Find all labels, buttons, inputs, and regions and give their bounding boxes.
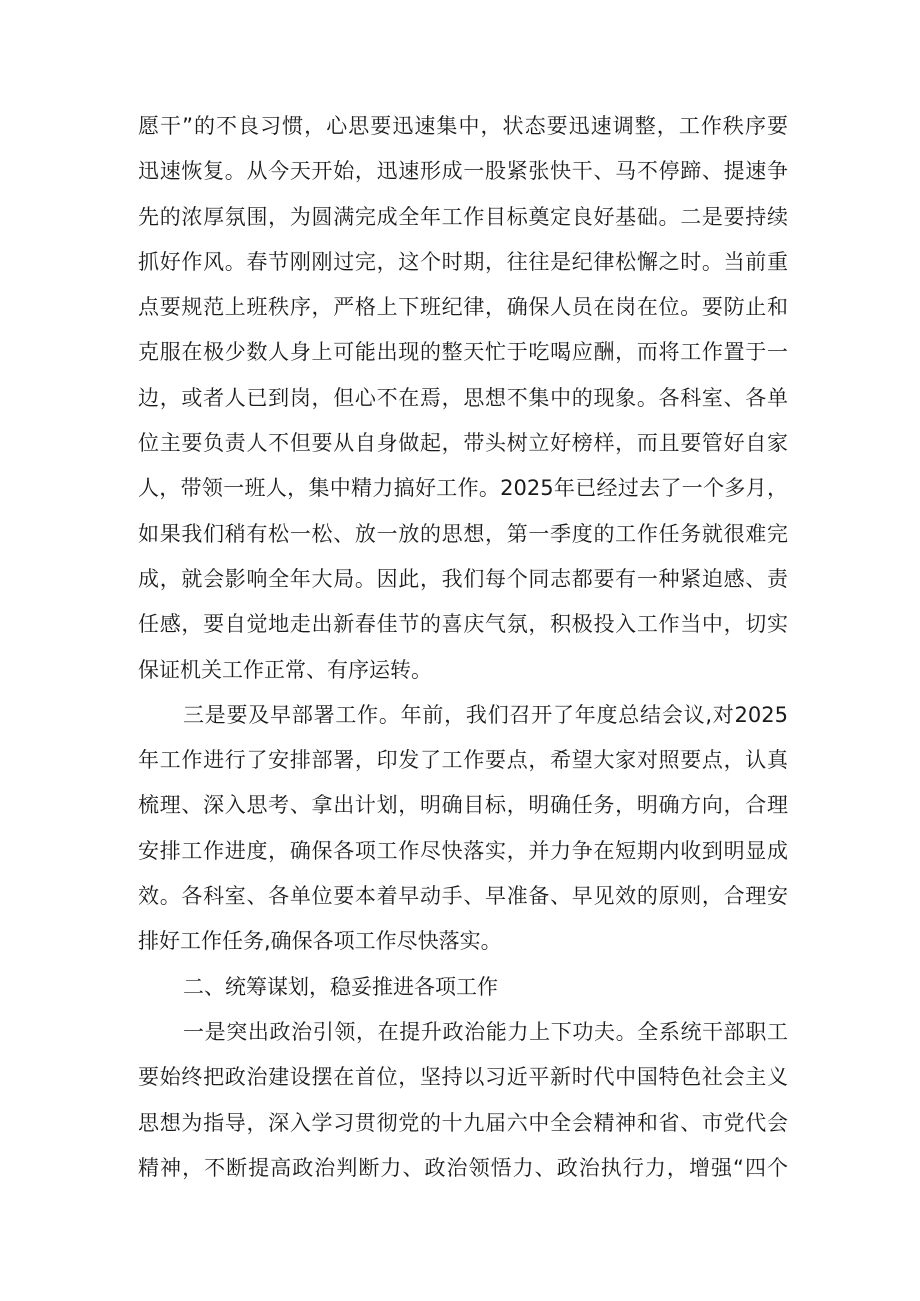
text-line: 抓好作风。春节刚刚过完，这个时期，往往是纪律松懈之时。当前重 (138, 249, 788, 274)
text-line: 一是突出政治引领，在提升政治能力上下功夫。全系统干部职工 (183, 1019, 788, 1044)
text-line: 任感，要自觉地走出新春佳节的喜庆气氛，积极投入工作当中，切实 (138, 612, 788, 637)
text-line: 要始终把政治建设摆在首位，坚持以习近平新时代中国特色社会主义 (138, 1065, 788, 1090)
text-line: 愿干”的不良习惯，心思要迅速集中，状态要迅速调整，工作秩序要 (138, 114, 788, 138)
text-line: 思想为指导，深入学习贯彻党的十九届六中全会精神和省、市党代会 (138, 1110, 788, 1135)
text-line: 位主要负责人不但要从自身做起，带头树立好榜样，而且要管好自家 (138, 431, 788, 456)
text-line: 保证机关工作正常、有序运转。 (138, 657, 432, 682)
text-line: 安排工作进度，确保各项工作尽快落实，并力争在短期内收到明显成 (138, 838, 788, 863)
text-line: 二、统筹谋划，稳妥推进各项工作 (183, 974, 498, 999)
text-line: 迅速恢复。从今天开始，迅速形成一股紧张快干、马不停蹄、提速争 (138, 159, 788, 184)
text-line: 梳理、深入思考、拿出计划，明确目标，明确任务，明确方向，合理 (138, 793, 788, 818)
text-line: 边，或者人已到岗，但心不在焉，思想不集中的现象。各科室、各单 (138, 385, 788, 410)
text-line: 年工作进行了安排部署，印发了工作要点，希望大家对照要点，认真 (138, 748, 788, 773)
text-line: 成，就会影响全年大局。因此，我们每个同志都要有一种紧迫感、责 (138, 566, 788, 591)
document-body (138, 104, 788, 1191)
text-line: 精神，不断提高政治判断力、政治领悟力、政治执行力，增强“四个 (138, 1155, 788, 1180)
text-line: 克服在极少数人身上可能出现的整天忙于吃喝应酬，而将工作置于一 (138, 340, 788, 365)
text-line: 先的浓厚氛围，为圆满完成全年工作目标奠定良好基础。二是要持续 (138, 204, 788, 229)
text-line: 三是要及早部署工作。年前，我们召开了年度总结会议,对2025 (183, 702, 788, 727)
text-line: 点要规范上班秩序，严格上下班纪律，确保人员在岗在位。要防止和 (138, 295, 788, 320)
text-line: 人，带领一班人，集中精力搞好工作。2025年已经过去了一个多月， (138, 476, 788, 501)
text-line: 如果我们稍有松一松、放一放的思想，第一季度的工作任务就很难完 (138, 521, 788, 546)
text-line: 效。各科室、各单位要本着早动手、早准备、早见效的原则，合理安 (138, 884, 788, 909)
text-line: 排好工作任务,确保各项工作尽快落实。 (138, 929, 502, 954)
